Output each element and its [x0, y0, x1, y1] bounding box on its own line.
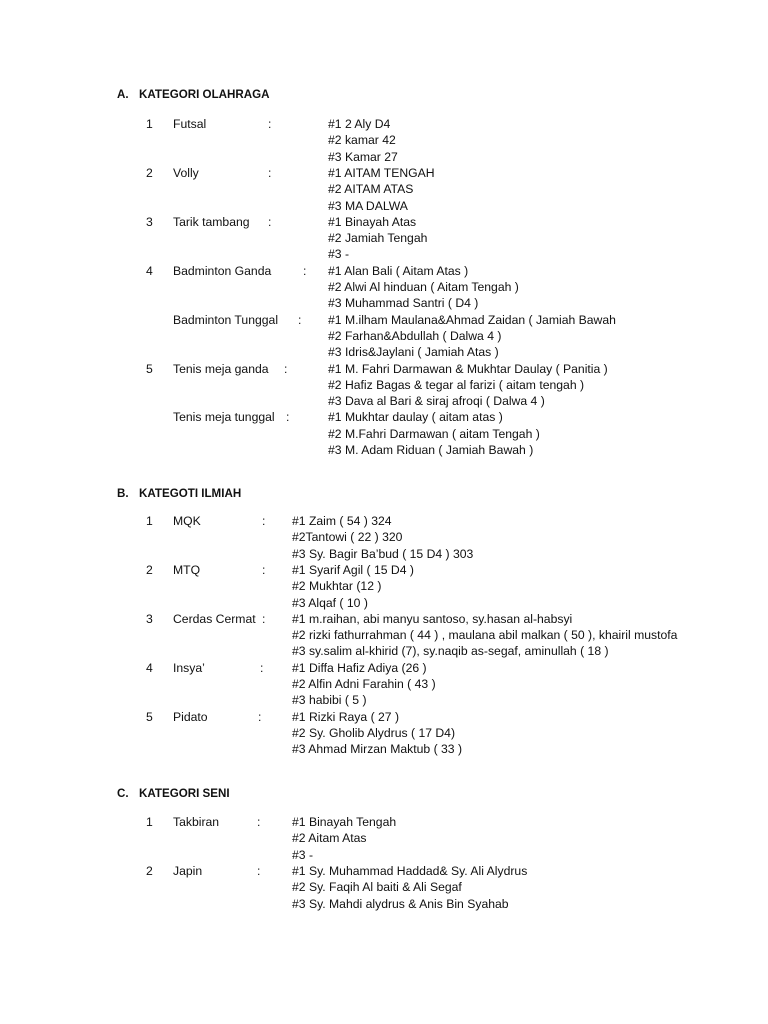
list-item-continuation — [0, 344, 768, 360]
list-item-continuation — [0, 328, 768, 344]
list-item-continuation — [0, 546, 768, 562]
list-item-continuation — [0, 676, 768, 692]
item-colon: : — [284, 361, 288, 376]
list-item-continuation — [0, 627, 768, 643]
list-item-continuation — [0, 442, 768, 458]
list-item — [0, 562, 768, 578]
result-text: #1 Zaim ( 54 ) 324 — [292, 514, 392, 528]
list-item-continuation — [0, 578, 768, 594]
list-item-continuation — [0, 198, 768, 214]
list-item — [0, 361, 768, 377]
list-item-continuation — [0, 149, 768, 165]
item-label: Japin — [173, 863, 203, 878]
list-item — [0, 611, 768, 627]
list-item-continuation — [0, 830, 768, 846]
list-item-continuation — [0, 426, 768, 442]
result-text: #1 m.raihan, abi manyu santoso, sy.hasan al-habsyi — [292, 611, 573, 626]
section-heading — [117, 787, 230, 800]
item-number: 3 — [146, 611, 153, 626]
item-number: 3 — [146, 214, 153, 229]
section-title: KATEGORI SENI — [139, 787, 230, 800]
item-colon: : — [262, 611, 266, 626]
result-text: #1 Syarif Agil ( 15 D4 ) — [292, 562, 414, 577]
item-colon: : — [258, 709, 262, 724]
list-item-continuation — [0, 393, 768, 409]
result-text: #1 Binayah Tengah — [292, 815, 397, 829]
list-item-continuation — [0, 741, 768, 757]
list-item-continuation — [0, 230, 768, 246]
item-number: 2 — [146, 863, 153, 878]
list-item — [0, 116, 768, 132]
list-item-continuation — [0, 595, 768, 611]
result-text: #3 Sy. Mahdi alydrus & Anis Bin Syahab — [292, 896, 509, 911]
item-number: 1 — [146, 117, 153, 131]
list-item — [0, 863, 768, 879]
item-number: 4 — [146, 263, 153, 278]
item-colon: : — [268, 117, 272, 131]
item-label: MQK — [173, 514, 201, 528]
item-colon: : — [268, 165, 272, 180]
result-text: #2 Hafiz Bagas & tegar al farizi ( aitam tengah ) — [328, 377, 585, 392]
item-label: Futsal — [173, 117, 207, 131]
item-colon: : — [262, 514, 266, 528]
list-item-continuation — [0, 246, 768, 262]
list-item — [0, 660, 768, 676]
list-item-continuation — [0, 847, 768, 863]
item-number: 4 — [146, 660, 153, 675]
result-text: #3 M. Adam Riduan ( Jamiah Bawah ) — [328, 443, 534, 457]
result-text: #1 Sy. Muhammad Haddad& Sy. Ali Alydrus — [292, 863, 528, 878]
item-label: Tarik tambang — [173, 214, 250, 229]
result-text: #2 kamar 42 — [328, 133, 396, 148]
item-label: MTQ — [173, 562, 201, 577]
result-text: #2 rizki fathurrahman ( 44 ) , maulana abil malkan ( 50 ), khairil mustofa — [292, 628, 678, 643]
result-text: #1 M.ilham Maulana&Ahmad Zaidan ( Jamiah Bawah — [328, 312, 616, 327]
result-text: #3 Alqaf ( 10 ) — [292, 595, 368, 610]
section-heading — [117, 88, 270, 101]
item-label: Takbiran — [173, 815, 220, 829]
result-text: #2 Jamiah Tengah — [328, 231, 428, 246]
result-text: #1 Alan Bali ( Aitam Atas ) — [328, 263, 469, 278]
result-text: #3 Dava al Bari & siraj afroqi ( Dalwa 4 ) — [328, 394, 545, 409]
result-text: #3 Ahmad Mirzan Maktub ( 33 ) — [292, 742, 463, 757]
list-item — [0, 312, 768, 328]
result-text: #1 AITAM TENGAH — [328, 165, 435, 180]
result-text: #2 Farhan&Abdullah ( Dalwa 4 ) — [328, 328, 502, 343]
result-text: #3 sy.salim al-khirid (7), sy.naqib as-segaf, aminullah ( 18 ) — [292, 644, 609, 659]
item-colon: : — [298, 312, 302, 327]
list-item-continuation — [0, 896, 768, 912]
list-item — [0, 709, 768, 725]
list-item — [0, 409, 768, 425]
item-colon: : — [257, 863, 261, 878]
result-text: #2 Sy. Gholib Alydrus ( 17 D4) — [292, 725, 456, 740]
item-number: 2 — [146, 562, 153, 577]
list-item-continuation — [0, 529, 768, 545]
item-number: 1 — [146, 514, 153, 528]
list-item-continuation — [0, 295, 768, 311]
list-item — [0, 214, 768, 230]
result-text: #1 M. Fahri Darmawan & Mukhtar Daulay ( Panitia ) — [328, 361, 608, 376]
list-item-continuation — [0, 279, 768, 295]
item-label: Volly — [173, 165, 199, 180]
item-colon: : — [303, 263, 307, 278]
section-title: KATEGORI OLAHRAGA — [139, 88, 270, 101]
result-text: #1 Rizki Raya ( 27 ) — [292, 709, 400, 724]
list-item — [0, 814, 768, 830]
list-item-continuation — [0, 725, 768, 741]
result-text: #2 Alwi Al hinduan ( Aitam Tengah ) — [328, 280, 519, 294]
section-letter: A. — [117, 88, 129, 101]
result-text: #2 Alfin Adni Farahin ( 43 ) — [292, 677, 436, 691]
list-item-continuation — [0, 132, 768, 148]
result-text: #2 Sy. Faqih Al baiti & Ali Segaf — [292, 880, 462, 895]
item-colon: : — [257, 815, 261, 829]
item-colon: : — [262, 562, 266, 577]
result-text: #1 Diffa Hafiz Adiya (26 ) — [292, 660, 427, 675]
list-item — [0, 165, 768, 181]
item-label: Badminton Ganda — [173, 263, 272, 278]
result-text: #2 Aitam Atas — [292, 831, 367, 846]
list-item-continuation — [0, 181, 768, 197]
item-colon: : — [268, 214, 272, 229]
list-item-continuation — [0, 643, 768, 659]
result-text: #2 M.Fahri Darmawan ( aitam Tengah ) — [328, 426, 540, 441]
section-letter: C. — [117, 787, 129, 800]
result-text: #1 2 Aly D4 — [328, 117, 391, 131]
result-text: #3 MA DALWA — [328, 198, 408, 213]
item-label: Cerdas Cermat — [173, 611, 256, 626]
item-label: Tenis meja ganda — [173, 361, 269, 376]
result-text: #3 Kamar 27 — [328, 149, 398, 164]
result-text: #3 - — [292, 847, 314, 862]
result-text: #2 AITAM ATAS — [328, 182, 414, 197]
item-number: 5 — [146, 709, 153, 724]
item-label: Pidato — [173, 709, 208, 724]
result-text: #1 Binayah Atas — [328, 214, 417, 229]
list-item-continuation — [0, 377, 768, 393]
item-label: Insya’ — [173, 660, 205, 675]
item-label: Tenis meja tunggal — [173, 410, 275, 425]
item-colon: : — [260, 660, 264, 675]
result-text: #3 habibi ( 5 ) — [292, 693, 367, 708]
item-colon: : — [286, 410, 290, 425]
result-text: #1 Mukhtar daulay ( aitam atas ) — [328, 410, 503, 425]
list-item-continuation — [0, 692, 768, 708]
list-item — [0, 263, 768, 279]
section-letter: B. — [117, 487, 129, 500]
list-item-continuation — [0, 879, 768, 895]
result-text: #3 Idris&Jaylani ( Jamiah Atas ) — [328, 345, 499, 360]
result-text: #2Tantowi ( 22 ) 320 — [292, 530, 403, 545]
result-text: #2 Mukhtar (12 ) — [292, 579, 382, 594]
list-item — [0, 513, 768, 529]
item-label: Badminton Tunggal — [173, 312, 279, 327]
section-title: KATEGOTI ILMIAH — [139, 487, 242, 500]
item-number: 1 — [146, 815, 153, 829]
result-text: #3 Sy. Bagir Ba’bud ( 15 D4 ) 303 — [292, 546, 474, 561]
item-number: 5 — [146, 361, 153, 376]
item-number: 2 — [146, 165, 153, 180]
result-text: #3 Muhammad Santri ( D4 ) — [328, 296, 479, 311]
section-heading — [117, 487, 241, 500]
result-text: #3 - — [328, 247, 350, 262]
